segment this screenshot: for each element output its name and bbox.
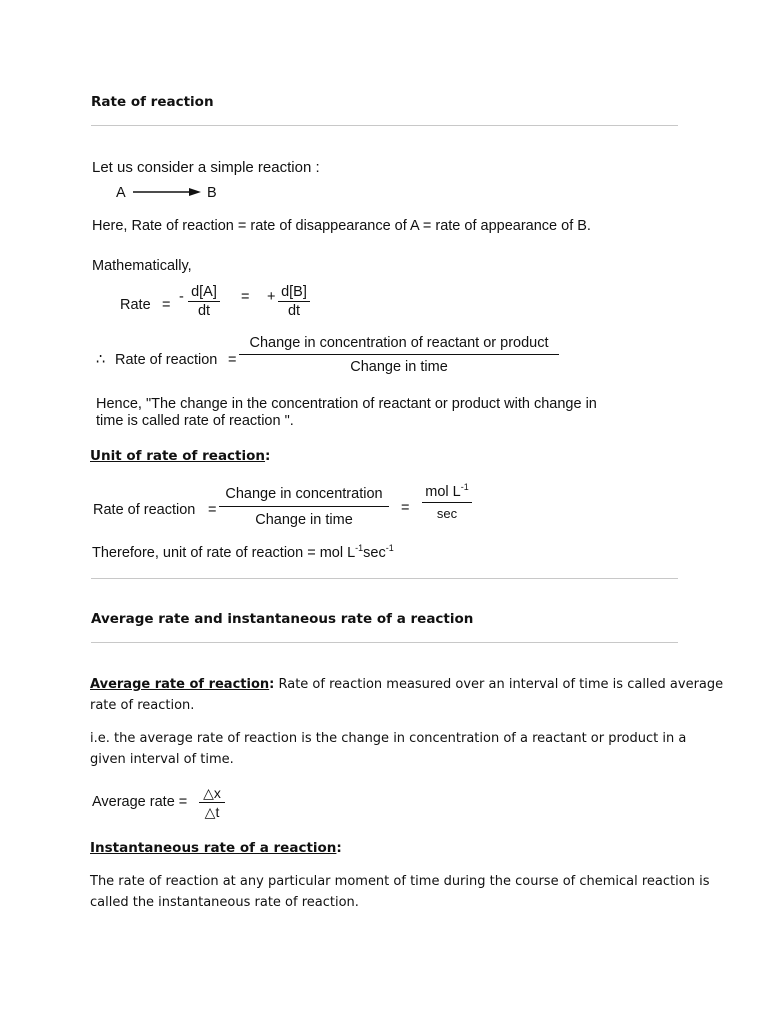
minus-sign: - (179, 289, 184, 305)
inst-heading-colon: : (336, 840, 342, 856)
avg-paragraph-line-2: rate of reaction. (90, 698, 195, 713)
denominator-dt: dt (287, 303, 301, 319)
inst-line-2: called the instantaneous rate of reaction. (90, 895, 359, 910)
product-label: B (207, 185, 217, 201)
fraction-dA-dt (188, 284, 220, 319)
fraction-dB-dt (278, 284, 310, 319)
denominator-text: Change in time (350, 359, 448, 375)
numerator-dB: d[B] (281, 284, 307, 300)
fraction-unit-value (422, 484, 472, 521)
therefore-symbol: ∴ (96, 352, 106, 368)
unit-numerator (422, 484, 472, 500)
mathematically-text: Mathematically, (92, 258, 192, 274)
avg-text: Rate of reaction measured over an interval of time is called average (274, 677, 724, 692)
unit-heading-label: Unit of rate of reaction (90, 448, 266, 464)
reactant-label: A (116, 185, 126, 201)
fraction-average-rate (199, 785, 225, 820)
divider (91, 125, 678, 126)
sec-unit: sec (363, 545, 386, 561)
avg-paragraph-line-1 (90, 674, 723, 696)
numerator-delta-x: △x (203, 785, 221, 801)
fraction-bar (199, 802, 225, 803)
inst-heading (90, 840, 342, 856)
numerator-dA: d[A] (191, 284, 217, 300)
therefore-unit-prefix: Therefore, unit of rate of reaction = mol L (92, 545, 356, 561)
fraction-unit (219, 486, 389, 528)
fraction-bar (422, 502, 472, 503)
reaction-arrow-icon (133, 186, 203, 200)
unit-denominator: sec (436, 506, 458, 521)
exponent: -1 (355, 543, 364, 554)
denominator-dt: dt (197, 303, 211, 319)
fraction-bar (219, 506, 389, 507)
intro-text: Let us consider a simple reaction : (92, 159, 320, 176)
ie-line-1: i.e. the average rate of reaction is the change in concentration of a reactant or product in a (90, 731, 687, 746)
equals-sign: = (228, 352, 237, 368)
unit-heading (90, 448, 270, 464)
rate-of-reaction-label: Rate of reaction (93, 502, 196, 518)
unit-numerator-base: mol L (425, 484, 461, 500)
plus-sign: + (267, 289, 276, 305)
here-text: Here, Rate of reaction = rate of disappearance of A = rate of appearance of B. (92, 218, 591, 234)
section-heading-avg-inst: Average rate and instantaneous rate of a reaction (91, 611, 474, 627)
equals-sign: = (401, 500, 410, 516)
numerator-text: Change in concentration (225, 486, 383, 502)
exponent: -1 (385, 543, 394, 554)
ie-line-2: given interval of time. (90, 752, 234, 767)
rate-of-reaction-label: Rate of reaction (115, 352, 218, 368)
unit-numerator-exponent: -1 (460, 482, 469, 493)
section-heading-rate: Rate of reaction (91, 94, 214, 110)
inst-line-1: The rate of reaction at any particular moment of time during the course of chemical reaction is (90, 874, 710, 889)
denominator-delta-t: △t (204, 804, 220, 820)
numerator-text: Change in concentration of reactant or product (249, 335, 549, 351)
equals-sign: = (162, 297, 171, 313)
average-rate-label: Average rate = (92, 794, 188, 810)
equals-sign: = (208, 502, 217, 518)
fraction-bar (188, 301, 220, 302)
hence-line-2: time is called rate of reaction ". (96, 413, 294, 429)
avg-colon: : (269, 677, 275, 692)
divider (91, 642, 678, 643)
therefore-unit-text (92, 545, 394, 561)
fraction-rate-definition (239, 335, 559, 375)
equals-sign: = (241, 289, 250, 305)
inst-heading-label: Instantaneous rate of a reaction (90, 840, 337, 856)
divider (91, 578, 678, 579)
fraction-bar (239, 354, 559, 355)
unit-heading-colon: : (265, 448, 271, 464)
avg-label: Average rate of reaction (90, 677, 270, 692)
rate-label: Rate (120, 297, 151, 313)
fraction-bar (278, 301, 310, 302)
denominator-text: Change in time (255, 512, 353, 528)
hence-line-1: Hence, "The change in the concentration of reactant or product with change in (96, 396, 597, 412)
